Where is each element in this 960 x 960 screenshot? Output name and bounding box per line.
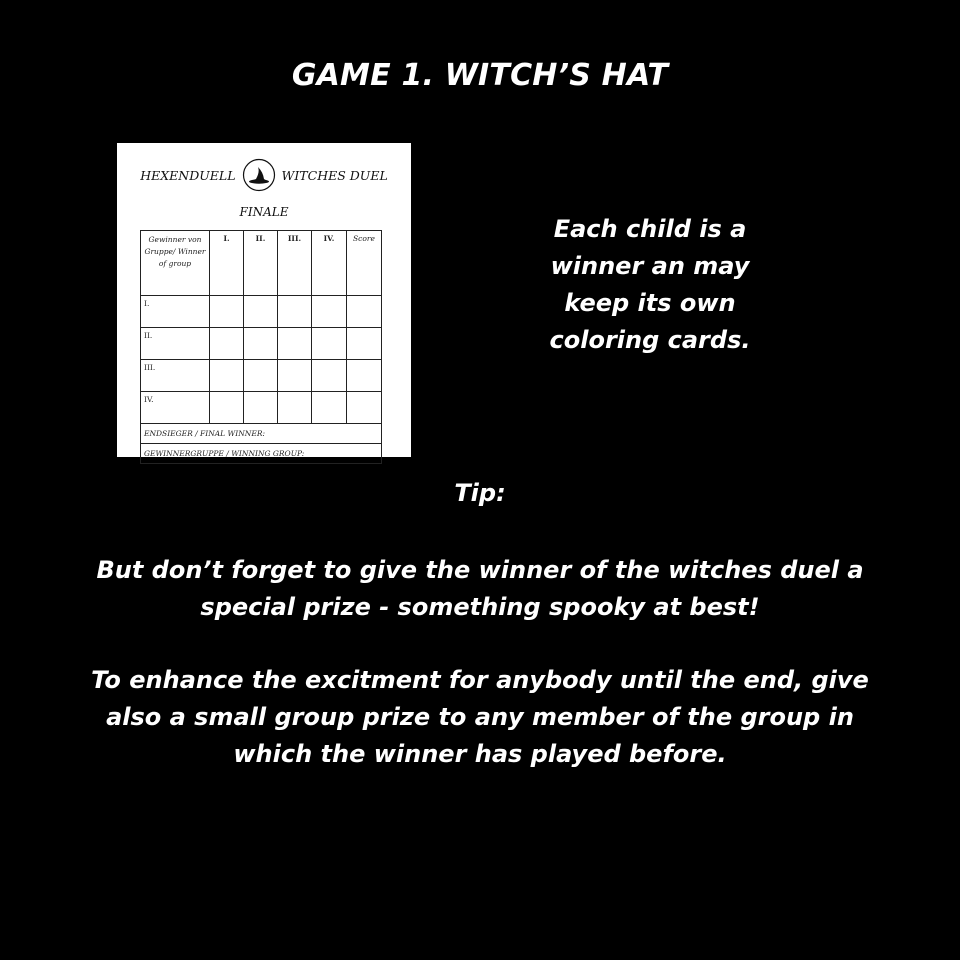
table-row xyxy=(141,328,382,360)
table-cell xyxy=(244,328,278,360)
table-cell xyxy=(312,392,347,424)
winning-group-field: GEWINNERGRUPPE / WINNING GROUP: xyxy=(141,444,382,464)
column-header: Gewinner von Gruppe/ Winner of group xyxy=(141,231,210,296)
card-header-right: WITCHES DUEL xyxy=(281,167,388,183)
table-cell xyxy=(210,360,244,392)
table-cell xyxy=(347,296,382,328)
table-cell xyxy=(278,296,312,328)
page-title: GAME 1. WITCH’S HAT xyxy=(291,58,669,93)
row-label: I. xyxy=(141,296,210,328)
table-cell xyxy=(244,296,278,328)
table-cell xyxy=(210,392,244,424)
table-footer-row xyxy=(141,424,382,444)
column-header: II. xyxy=(244,231,278,296)
table-cell xyxy=(278,328,312,360)
final-winner-field: ENDSIEGER / FINAL WINNER: xyxy=(141,424,382,444)
table-cell xyxy=(244,392,278,424)
table-row xyxy=(141,392,382,424)
table-header-row xyxy=(141,231,382,296)
card-header xyxy=(117,157,411,193)
table-cell xyxy=(312,296,347,328)
row-label: III. xyxy=(141,360,210,392)
row-label: II. xyxy=(141,328,210,360)
column-header: I. xyxy=(210,231,244,296)
score-table xyxy=(140,230,382,464)
row-label: IV. xyxy=(141,392,210,424)
table-cell xyxy=(312,328,347,360)
tip-label: Tip: xyxy=(454,479,506,507)
table-footer-row xyxy=(141,444,382,464)
table-cell xyxy=(278,392,312,424)
column-header: IV. xyxy=(312,231,347,296)
table-cell xyxy=(210,296,244,328)
table-row xyxy=(141,296,382,328)
table-cell xyxy=(244,360,278,392)
table-cell xyxy=(347,328,382,360)
card-heading: FINALE xyxy=(239,205,289,219)
tip-paragraph-prize: But don’t forget to give the winner of the witches duel a special prize - something spooky at best! xyxy=(96,556,864,621)
column-header: III. xyxy=(278,231,312,296)
column-header: Score xyxy=(347,231,382,296)
score-card-image xyxy=(117,143,411,457)
card-header-left: HEXENDUELL xyxy=(140,167,236,183)
tip-paragraph-group-prize: To enhance the excitment for anybody until the end, give also a small group prize to any member of the group in which the winner has played before. xyxy=(91,666,869,768)
table-cell xyxy=(278,360,312,392)
table-cell xyxy=(312,360,347,392)
table-cell xyxy=(347,360,382,392)
table-cell xyxy=(347,392,382,424)
table-cell xyxy=(210,328,244,360)
table-row xyxy=(141,360,382,392)
witch-hat-icon xyxy=(242,158,276,192)
side-note: Each child is a winner an may keep its own coloring cards. xyxy=(549,215,751,354)
